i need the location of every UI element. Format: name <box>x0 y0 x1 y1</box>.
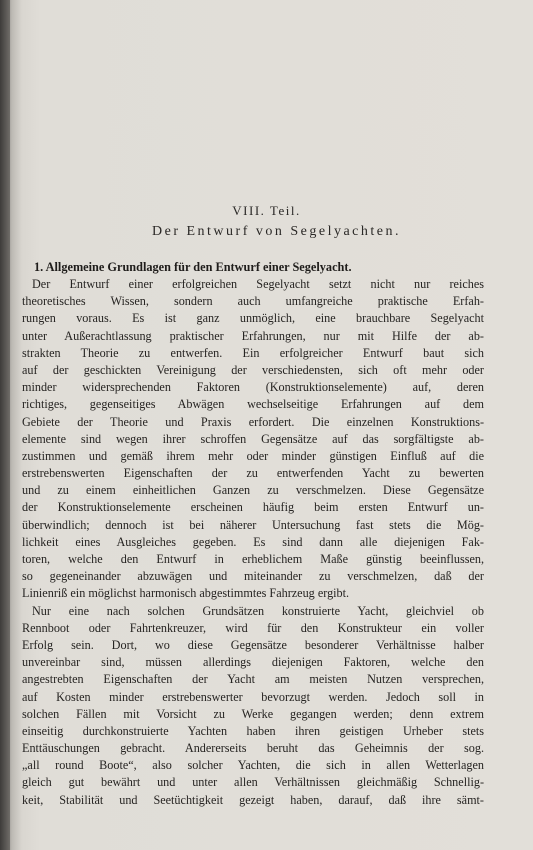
text-line: Enttäuschungen gebracht. Andererseits beruht das Geheimnis der sog. <box>22 741 484 756</box>
part-title: VIII. Teil. <box>232 203 301 218</box>
text-line: erstrebenswerten Eigenschaften der zu entwerfenden Yacht zu bewerten <box>22 466 484 481</box>
text-line: theoretisches Wissen, sondern auch umfangreiche praktische Erfah- <box>22 294 484 309</box>
text-line: der Konstruktionselemente erscheinen häufig beim ersten Entwurf un- <box>22 500 484 515</box>
book-spine-shadow <box>0 0 10 850</box>
text-line: angestrebten Eigenschaften der Yacht am meisten Nutzen versprechen, <box>22 672 484 687</box>
text-line: lichkeit eines Ausgleiches gegeben. Es sind dann alle diejenigen Fak- <box>22 534 484 549</box>
text-line: einseitig durchkonstruierte Yachten haben ihren geistigen Urheber stets <box>22 723 484 738</box>
text-line: auf Kosten minder erstrebenswerter bevorzugt werden. Jedoch soll in <box>22 689 484 704</box>
text-line: so gegeneinander abzuwägen und miteinander zu verschmelzen, daß der <box>22 569 484 584</box>
text-line: Erfolg sein. Dort, wo diese Gegensätze besonderer Verhältnisse halber <box>22 637 484 652</box>
text-line: überwindlich; dennoch ist bei näherer Untersuchung fast stets die Mög- <box>22 517 484 532</box>
text-line: solchen Fällen mit Vorsicht zu Werke gegangen werden; denn extrem <box>22 706 484 721</box>
text-line: Rennboot oder Fahrtenkreuzer, wird für den Konstrukteur ein voller <box>22 620 484 635</box>
text-line: unvereinbar sind, müssen allerdings diejenigen Faktoren, welche den <box>22 655 484 670</box>
text-line: strakten Theorie zu entwerfen. Ein erfolgreicher Entwurf baut sich <box>22 345 484 360</box>
body-text <box>22 276 484 809</box>
text-line: Der Entwurf einer erfolgreichen Segelyacht setzt nicht nur reiches <box>32 277 484 291</box>
text-line: toren, welche den Entwurf in erheblichem Maße günstig beeinflussen, <box>22 552 484 566</box>
text-line: „all round Boote“, also solcher Yachten, die sich in allen Wetterlagen <box>22 758 484 773</box>
text-line: minder widersprechenden Faktoren (Konstruktionselemente) auf, deren <box>22 380 484 395</box>
text-line: gleich gut bewährt und unter allen Verhältnissen gleichmäßig Schnellig- <box>22 775 484 790</box>
text-line: keit, Stabilität und Seetüchtigkeit gezeigt haben, darauf, daß ihre sämt- <box>22 792 484 807</box>
text-line: Gebiete der Theorie und Praxis erfordert. Die einzelnen Konstruktions- <box>22 414 484 429</box>
text-line: richtiges, gegenseitiges Abwägen wechselseitige Erfahrungen auf dem <box>22 397 484 412</box>
text-line: auf der geschickten Vereinigung der verschiedensten, sich oft mehr oder <box>22 362 484 377</box>
text-line: elemente sind wegen ihrer schroffen Gegensätze auf das sorgfältigste ab- <box>22 431 484 446</box>
text-line: unter Außerachtlassung praktischer Erfahrungen, nur mit Hilfe der ab- <box>22 328 484 343</box>
part-subtitle: Der Entwurf von Segelyachten. <box>152 224 401 239</box>
text-line: Nur eine nach solchen Grundsätzen konstruierte Yacht, gleichviel ob <box>32 603 484 618</box>
section-heading: 1. Allgemeine Grundlagen für den Entwurf einer Segelyacht. <box>34 260 352 274</box>
text-line: zustimmen und gemäß ihrem mehr oder minder günstigen Einfluß auf die <box>22 448 484 463</box>
text-line: rungen voraus. Es ist ganz unmöglich, eine brauchbare Segelyacht <box>22 311 484 326</box>
text-line: und zu einem einheitlichen Ganzen zu verschmelzen. Diese Gegensätze <box>22 483 484 498</box>
text-line: Linienriß ein möglichst harmonisch abgestimmtes Fahrzeug ergibt. <box>22 586 350 601</box>
